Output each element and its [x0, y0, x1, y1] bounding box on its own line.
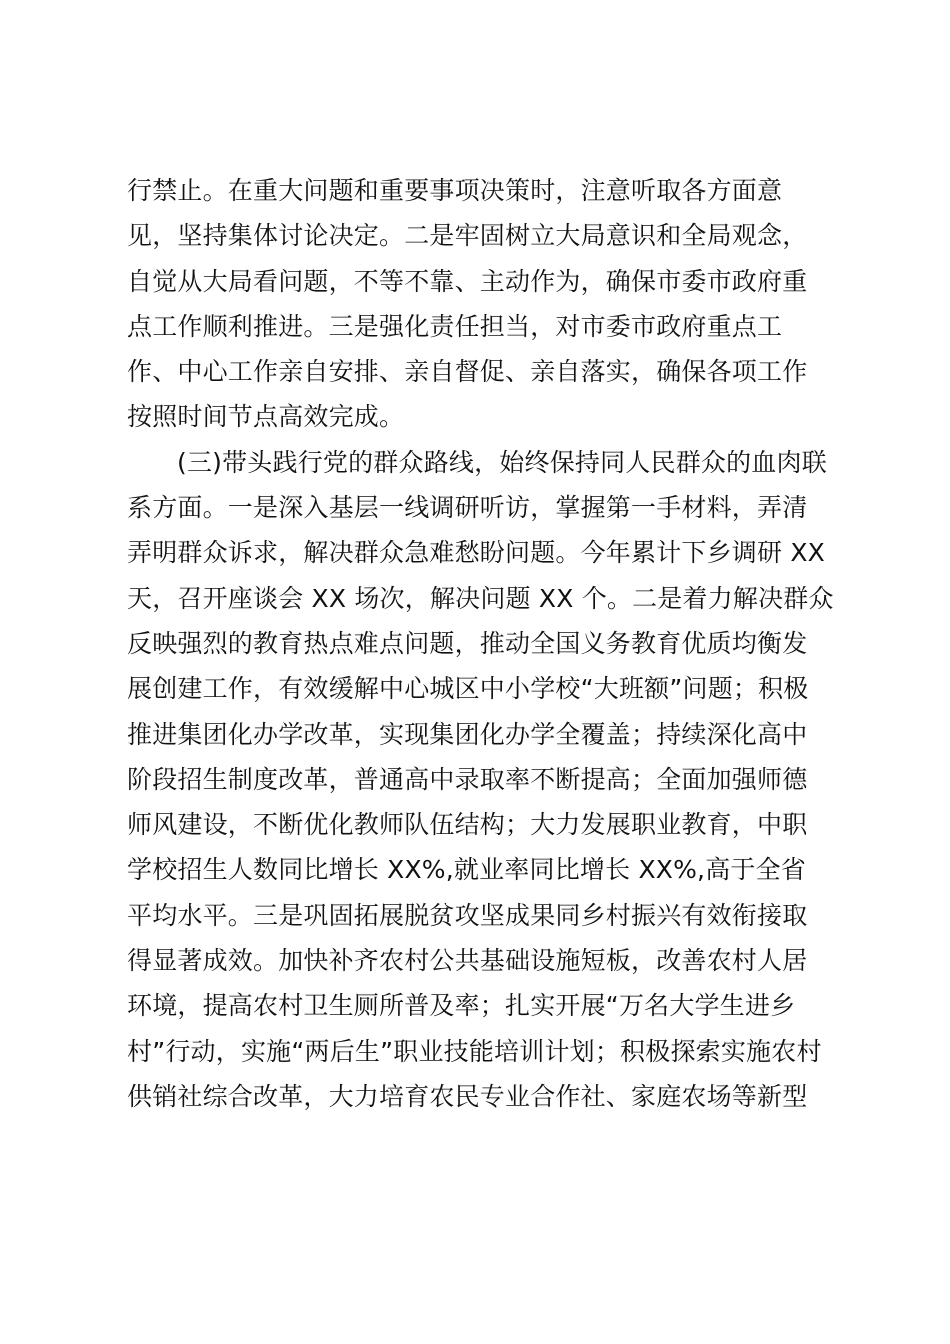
text-line: 见，坚持集体讨论决定。二是牢固树立大局意识和全局观念，	[127, 221, 808, 251]
text-line: 弄明群众诉求，解决群众急难愁盼问题。今年累计下乡调研 XX	[127, 538, 826, 568]
text-line: 师风建设，不断优化教师队伍结构；大力发展职业教育，中职	[127, 810, 808, 840]
text-line: 环境，提高农村卫生厕所普及率；扎实开展“万名大学生进乡	[127, 991, 796, 1021]
body-text	[127, 168, 847, 1119]
text-line: 系方面。一是深入基层一线调研听访，掌握第一手材料，弄清	[127, 493, 808, 523]
text-line: 学校招生人数同比增长 XX%,就业率同比增长 XX%,高于全省	[127, 855, 807, 885]
text-line: 供销社综合改革，大力培育农民专业合作社、家庭农场等新型	[127, 1081, 808, 1111]
text-line: 推进集团化办学改革，实现集团化办学全覆盖；持续深化高中	[127, 719, 808, 749]
text-line: 作、中心工作亲自安排、亲自督促、亲自落实，确保各项工作	[127, 357, 808, 387]
text-line: 天，召开座谈会 XX 场次，解决问题 XX 个。二是着力解决群众	[127, 583, 834, 613]
text-line: 点工作顺利推进。三是强化责任担当，对市委市政府重点工	[127, 311, 783, 341]
text-line: 平均水平。三是巩固拓展脱贫攻坚成果同乡村振兴有效衔接取	[127, 900, 808, 930]
text-line: 行禁止。在重大问题和重要事项决策时，注意听取各方面意	[127, 176, 783, 205]
text-line: 展创建工作，有效缓解中心城区中小学校“大班额”问题；积极	[127, 674, 809, 704]
text-line: 得显著成效。加快补齐农村公共基础设施短板，改善农村人居	[127, 946, 808, 976]
text-line: 自觉从大局看问题，不等不靠、主动作为，确保市委市政府重	[127, 266, 808, 296]
text-line: 按照时间节点高效完成。	[127, 402, 405, 432]
text-line: 阶段招生制度改革，普通高中录取率不断提高；全面加强师德	[127, 764, 808, 794]
text-line: 反映强烈的教育热点难点问题，推动全国义务教育优质均衡发	[127, 628, 808, 658]
section-heading-line: (三)带头践行党的群众路线，始终保持同人民群众的血肉联	[177, 447, 827, 477]
text-line: 村”行动，实施“两后生”职业技能培训计划；积极探索实施农村	[127, 1036, 822, 1066]
